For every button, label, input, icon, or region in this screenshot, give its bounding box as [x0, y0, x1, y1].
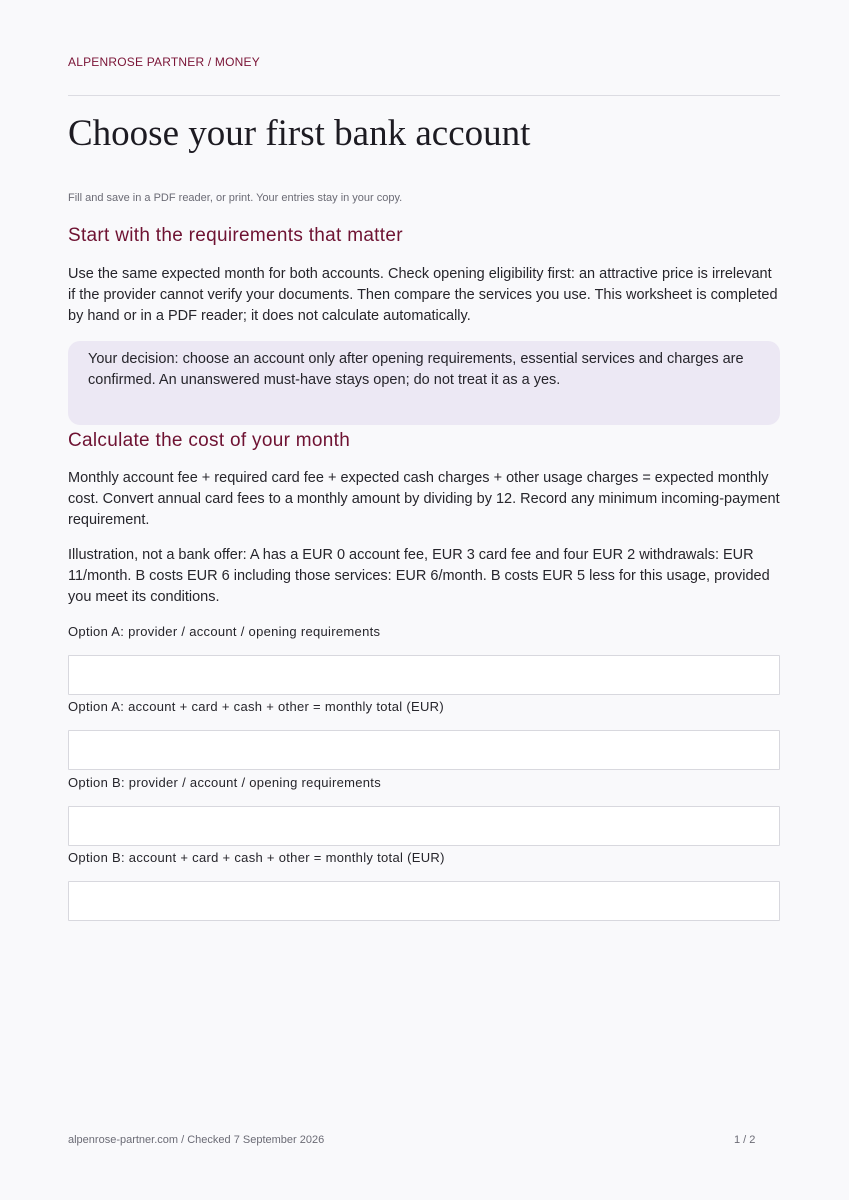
page-title: Choose your first bank account [68, 113, 531, 154]
option-b-requirements-label: Option B: provider / account / opening requirements [68, 775, 382, 790]
option-b-total-field[interactable] [68, 881, 780, 921]
decision-callout: Your decision: choose an account only after opening requirements, essential services and charges are confirmed. An unanswered must-have stays open; do not treat it as a yes. [68, 341, 780, 425]
cost-formula-paragraph: Monthly account fee + required card fee + expected cash charges + other usage charges = expected monthly cost. Convert annual card fees to a monthly amount by dividing by 12. Record any minimum incoming-payment requirement. [68, 470, 780, 528]
option-a-total-field[interactable] [68, 730, 780, 770]
cost-illustration-paragraph: Illustration, not a bank offer: A has a EUR 0 account fee, EUR 3 card fee and four EUR 2 withdrawals: EUR 11/month. B costs EUR 6 including those services: EUR 6/month. B costs EUR 5 less for this usage, provided you meet its conditions. [68, 547, 770, 605]
option-a-total-label: Option A: account + card + cash + other = monthly total (EUR) [68, 699, 444, 714]
page-number: 1 / 2 [734, 1134, 756, 1146]
option-a-requirements-field[interactable] [68, 655, 780, 695]
requirements-heading: Start with the requirements that matter [68, 225, 403, 246]
option-b-total-label: Option B: account + card + cash + other = monthly total (EUR) [68, 850, 445, 865]
requirements-paragraph: Use the same expected month for both accounts. Check opening eligibility first: an attractive price is irrelevant if the provider cannot verify your documents. Then compare the services you use. This worksheet is completed by hand or in a PDF reader; it does not calculate automatically. [68, 266, 778, 324]
header-divider [68, 95, 780, 96]
footer-source: alpenrose-partner.com / Checked 7 September 2026 [68, 1134, 325, 1146]
document-page [68, 0, 780, 1200]
option-a-requirements-label: Option A: provider / account / opening requirements [68, 624, 381, 639]
usage-note: Fill and save in a PDF reader, or print. Your entries stay in your copy. [68, 192, 403, 204]
brand-label: ALPENROSE PARTNER / MONEY [68, 55, 260, 69]
cost-heading: Calculate the cost of your month [68, 430, 351, 451]
option-b-requirements-field[interactable] [68, 806, 780, 846]
